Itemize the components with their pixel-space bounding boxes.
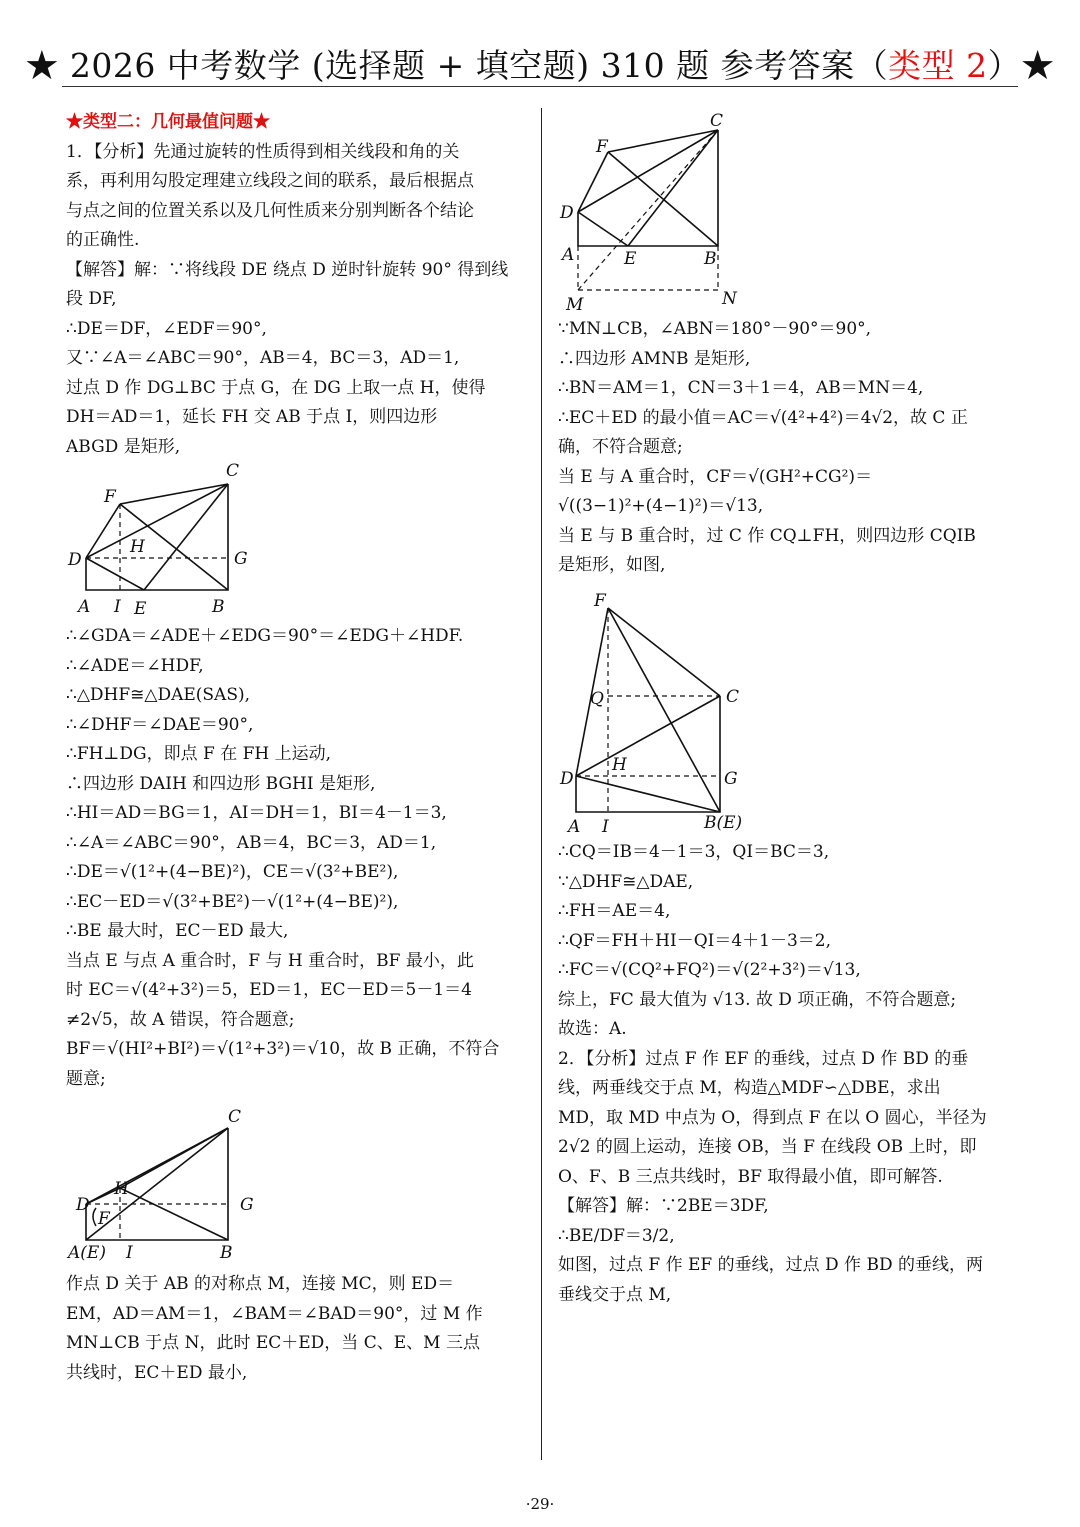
fig4-point-label: B(E) (704, 813, 743, 833)
fig3-point-label: E (624, 249, 637, 269)
fig2-point-label: A(E) (68, 1243, 106, 1263)
figure-4 (556, 588, 766, 838)
text-line: BF＝√(HI²+BI²)＝√(1²+3²)＝√10，故 B 正确，不符合 (66, 1039, 500, 1059)
fig2-point-label: B (220, 1243, 233, 1263)
fig1-point-label: A (78, 597, 91, 617)
text-line: 如图，过点 F 作 EF 的垂线，过点 D 作 BD 的垂线，两 (558, 1255, 983, 1275)
text-line: ∴BE/DF＝3/2, (558, 1225, 675, 1246)
text-line: O、F、B 三点共线时，BF 取得最小值，即可解答. (558, 1166, 943, 1187)
left-column-bottom (66, 1270, 534, 1388)
fig3-point-label: N (722, 289, 737, 309)
text-line: 线，两垂线交于点 M，构造△MDF∽△DBE，求出 (558, 1078, 941, 1098)
text-line: ∴BE 最大时，EC－ED 最大, (66, 921, 289, 941)
fig1-point-label: I (114, 597, 121, 617)
fig1-point-label: C (226, 461, 240, 481)
text-line: 作点 D 关于 AB 的对称点 M，连接 MC，则 ED＝ (66, 1274, 455, 1294)
fig2-point-label: D (76, 1195, 90, 1215)
text-line: MN⊥CB 于点 N，此时 EC＋ED，当 C、E、M 三点 (66, 1333, 480, 1353)
text-line: 当 E 与 B 重合时，过 C 作 CQ⊥FH，则四边形 CQIB (558, 525, 976, 546)
text-line: ABGD 是矩形, (66, 436, 181, 457)
text-line: ∵MN⊥CB，∠ABN＝180°－90°＝90°, (558, 319, 872, 339)
section-title: ★类型二：几何最值问题★ (66, 112, 270, 132)
fig4-point-label: I (602, 817, 609, 837)
text-line: 2√2 的圆上运动，连接 OB，当 F 在线段 OB 上时，即 (558, 1137, 977, 1157)
fig1-point-label: G (234, 549, 248, 569)
text-line: ∴∠DHF＝∠DAE＝90°, (66, 714, 254, 735)
fig4-point-label: C (726, 687, 740, 707)
text-line: 共线时，EC＋ED 最小, (66, 1362, 248, 1383)
q1-solution-continued (558, 315, 1018, 581)
text-line: 段 DF, (66, 289, 117, 309)
figure-1 (66, 458, 276, 623)
q1-solution-reflection (66, 1270, 534, 1388)
text-line: 1．【分析】先通过旋转的性质得到相关线段和角的关 (66, 141, 460, 162)
fig1-point-label: F (104, 487, 116, 507)
left-column-middle (66, 622, 534, 1094)
fig1-point-label: D (68, 550, 82, 570)
fig2-point-label: G (240, 1195, 254, 1215)
text-line: ∴∠A＝∠ABC＝90°，AB＝4，BC＝3，AD＝1, (66, 832, 437, 853)
text-line: ∵△DHF≅△DAE, (558, 871, 694, 892)
fig2-point-label: I (126, 1243, 133, 1263)
header-rule (62, 86, 1018, 87)
right-column-bottom (558, 838, 1018, 1310)
fig3-point-label: A (562, 245, 575, 265)
text-line: 【解答】解：∵2BE＝3DF, (558, 1196, 769, 1216)
text-line: 系，再利用勾股定理建立线段之间的联系，最后根据点 (66, 171, 474, 191)
header-suffix: ）★ (987, 46, 1055, 85)
page-header (0, 40, 1080, 87)
fig4-point-label: F (594, 591, 606, 611)
text-line: ∴FC＝√(CQ²+FQ²)＝√(2²+3²)＝√13, (558, 960, 861, 980)
text-line: ∴FH⊥DG，即点 F 在 FH 上运动, (66, 744, 332, 764)
text-line: ∴四边形 DAIH 和四边形 BGHI 是矩形, (66, 773, 376, 794)
left-column-top (66, 108, 534, 462)
header-highlight: 类型 2 (888, 46, 988, 85)
text-line: 时 EC＝√(4²+3²)＝5，ED＝1，EC－ED＝5－1＝4 (66, 980, 472, 1000)
figure-2 (66, 1100, 276, 1265)
figure-3 (556, 108, 756, 313)
fig1-point-label: E (134, 599, 147, 619)
text-line: ∴HI＝AD＝BG＝1，AI＝DH＝1，BI＝4－1＝3, (66, 803, 447, 823)
fig3-point-label: D (560, 203, 574, 223)
text-line: 【解答】解：∵将线段 DE 绕点 D 逆时针旋转 90° 得到线 (66, 259, 509, 280)
text-line: √((3−1)²+(4−1)²)＝√13, (558, 496, 764, 516)
text-line: ∴∠ADE＝∠HDF, (66, 655, 204, 676)
text-line: ∴FH＝AE＝4, (558, 901, 671, 921)
text-line: 与点之间的位置关系以及几何性质来分别判断各个结论 (66, 200, 474, 221)
fig2-point-label: H (114, 1179, 129, 1199)
fig3-point-label: B (704, 249, 717, 269)
text-line: ∴QF＝FH＋HI－QI＝4＋1－3＝2, (558, 930, 832, 951)
text-line: ≠2√5，故 A 错误，符合题意; (66, 1009, 295, 1030)
q1-analysis (66, 138, 534, 256)
page-number: ·29· (525, 1495, 555, 1513)
fig4-point-label: A (568, 817, 581, 837)
text-line: ∴四边形 AMNB 是矩形, (558, 348, 751, 369)
text-line: 的正确性. (66, 230, 140, 250)
text-line: ∴△DHF≅△DAE(SAS), (66, 685, 251, 705)
text-line: 故选：A. (558, 1019, 627, 1039)
fig2-point-label: C (228, 1107, 242, 1127)
text-line: ∴EC－ED＝√(3²+BE²)－√(1²+(4−BE)²), (66, 891, 399, 912)
fig4-point-label: H (612, 755, 627, 775)
column-divider (541, 108, 542, 1460)
text-line: 垂线交于点 M, (558, 1284, 672, 1305)
text-line: ∴EC＋ED 的最小值＝AC＝√(4²+4²)＝4√2，故 C 正 (558, 407, 968, 428)
text-line: EM，AD＝AM＝1，∠BAM＝∠BAD＝90°，过 M 作 (66, 1303, 483, 1324)
fig4-point-label: D (560, 769, 574, 789)
text-line: ∴∠GDA＝∠ADE＋∠EDG＝90°＝∠EDG＋∠HDF. (66, 626, 464, 646)
fig1-point-label: B (212, 597, 225, 617)
text-line: ∴DE＝DF，∠EDF＝90°, (66, 318, 267, 339)
fig4-point-label: G (724, 769, 738, 789)
fig1-point-label: H (130, 537, 145, 557)
text-line: 确，不符合题意; (558, 437, 683, 457)
text-line: MD，取 MD 中点为 O，得到点 F 在以 O 圆心，半径为 (558, 1107, 987, 1128)
fig4-point-label: Q (590, 689, 604, 709)
text-line: 2．【分析】过点 F 作 EF 的垂线，过点 D 作 BD 的垂 (558, 1048, 969, 1069)
text-line: 当点 E 与点 A 重合时，F 与 H 重合时，BF 最小，此 (66, 950, 474, 971)
header-prefix: ★ 2026 中考数学 (选择题 + 填空题) 310 题 参考答案（ (25, 46, 889, 85)
q1-conclusion-and-q2 (558, 838, 1018, 1310)
text-line: ∴DE＝√(1²+(4−BE)²)，CE＝√(3²+BE²), (66, 862, 399, 882)
text-line: 当 E 与 A 重合时，CF＝√(GH²+CG²)＝ (558, 466, 873, 487)
q1-solution-middle (66, 622, 534, 1094)
fig2-point-label: F (98, 1209, 110, 1229)
text-line: 题意; (66, 1068, 106, 1089)
text-line: 是矩形，如图, (558, 555, 666, 575)
text-line: 综上，FC 最大值为 √13. 故 D 项正确，不符合题意; (558, 989, 957, 1010)
q1-solution-start (66, 256, 534, 463)
text-line: 又∵∠A＝∠ABC＝90°，AB＝4，BC＝3，AD＝1, (66, 348, 460, 368)
text-line: ∴BN＝AM＝1，CN＝3＋1＝4，AB＝MN＝4, (558, 378, 924, 398)
right-column-top (558, 315, 1018, 581)
fig3-point-label: F (596, 137, 608, 157)
text-line: 过点 D 作 DG⊥BC 于点 G，在 DG 上取一点 H，使得 (66, 377, 486, 398)
fig3-point-label: C (710, 111, 724, 131)
text-line: ∴CQ＝IB＝4－1＝3，QI＝BC＝3, (558, 842, 830, 862)
text-line: DH＝AD＝1，延长 FH 交 AB 于点 I，则四边形 (66, 407, 438, 427)
fig3-point-label: M (566, 295, 584, 313)
